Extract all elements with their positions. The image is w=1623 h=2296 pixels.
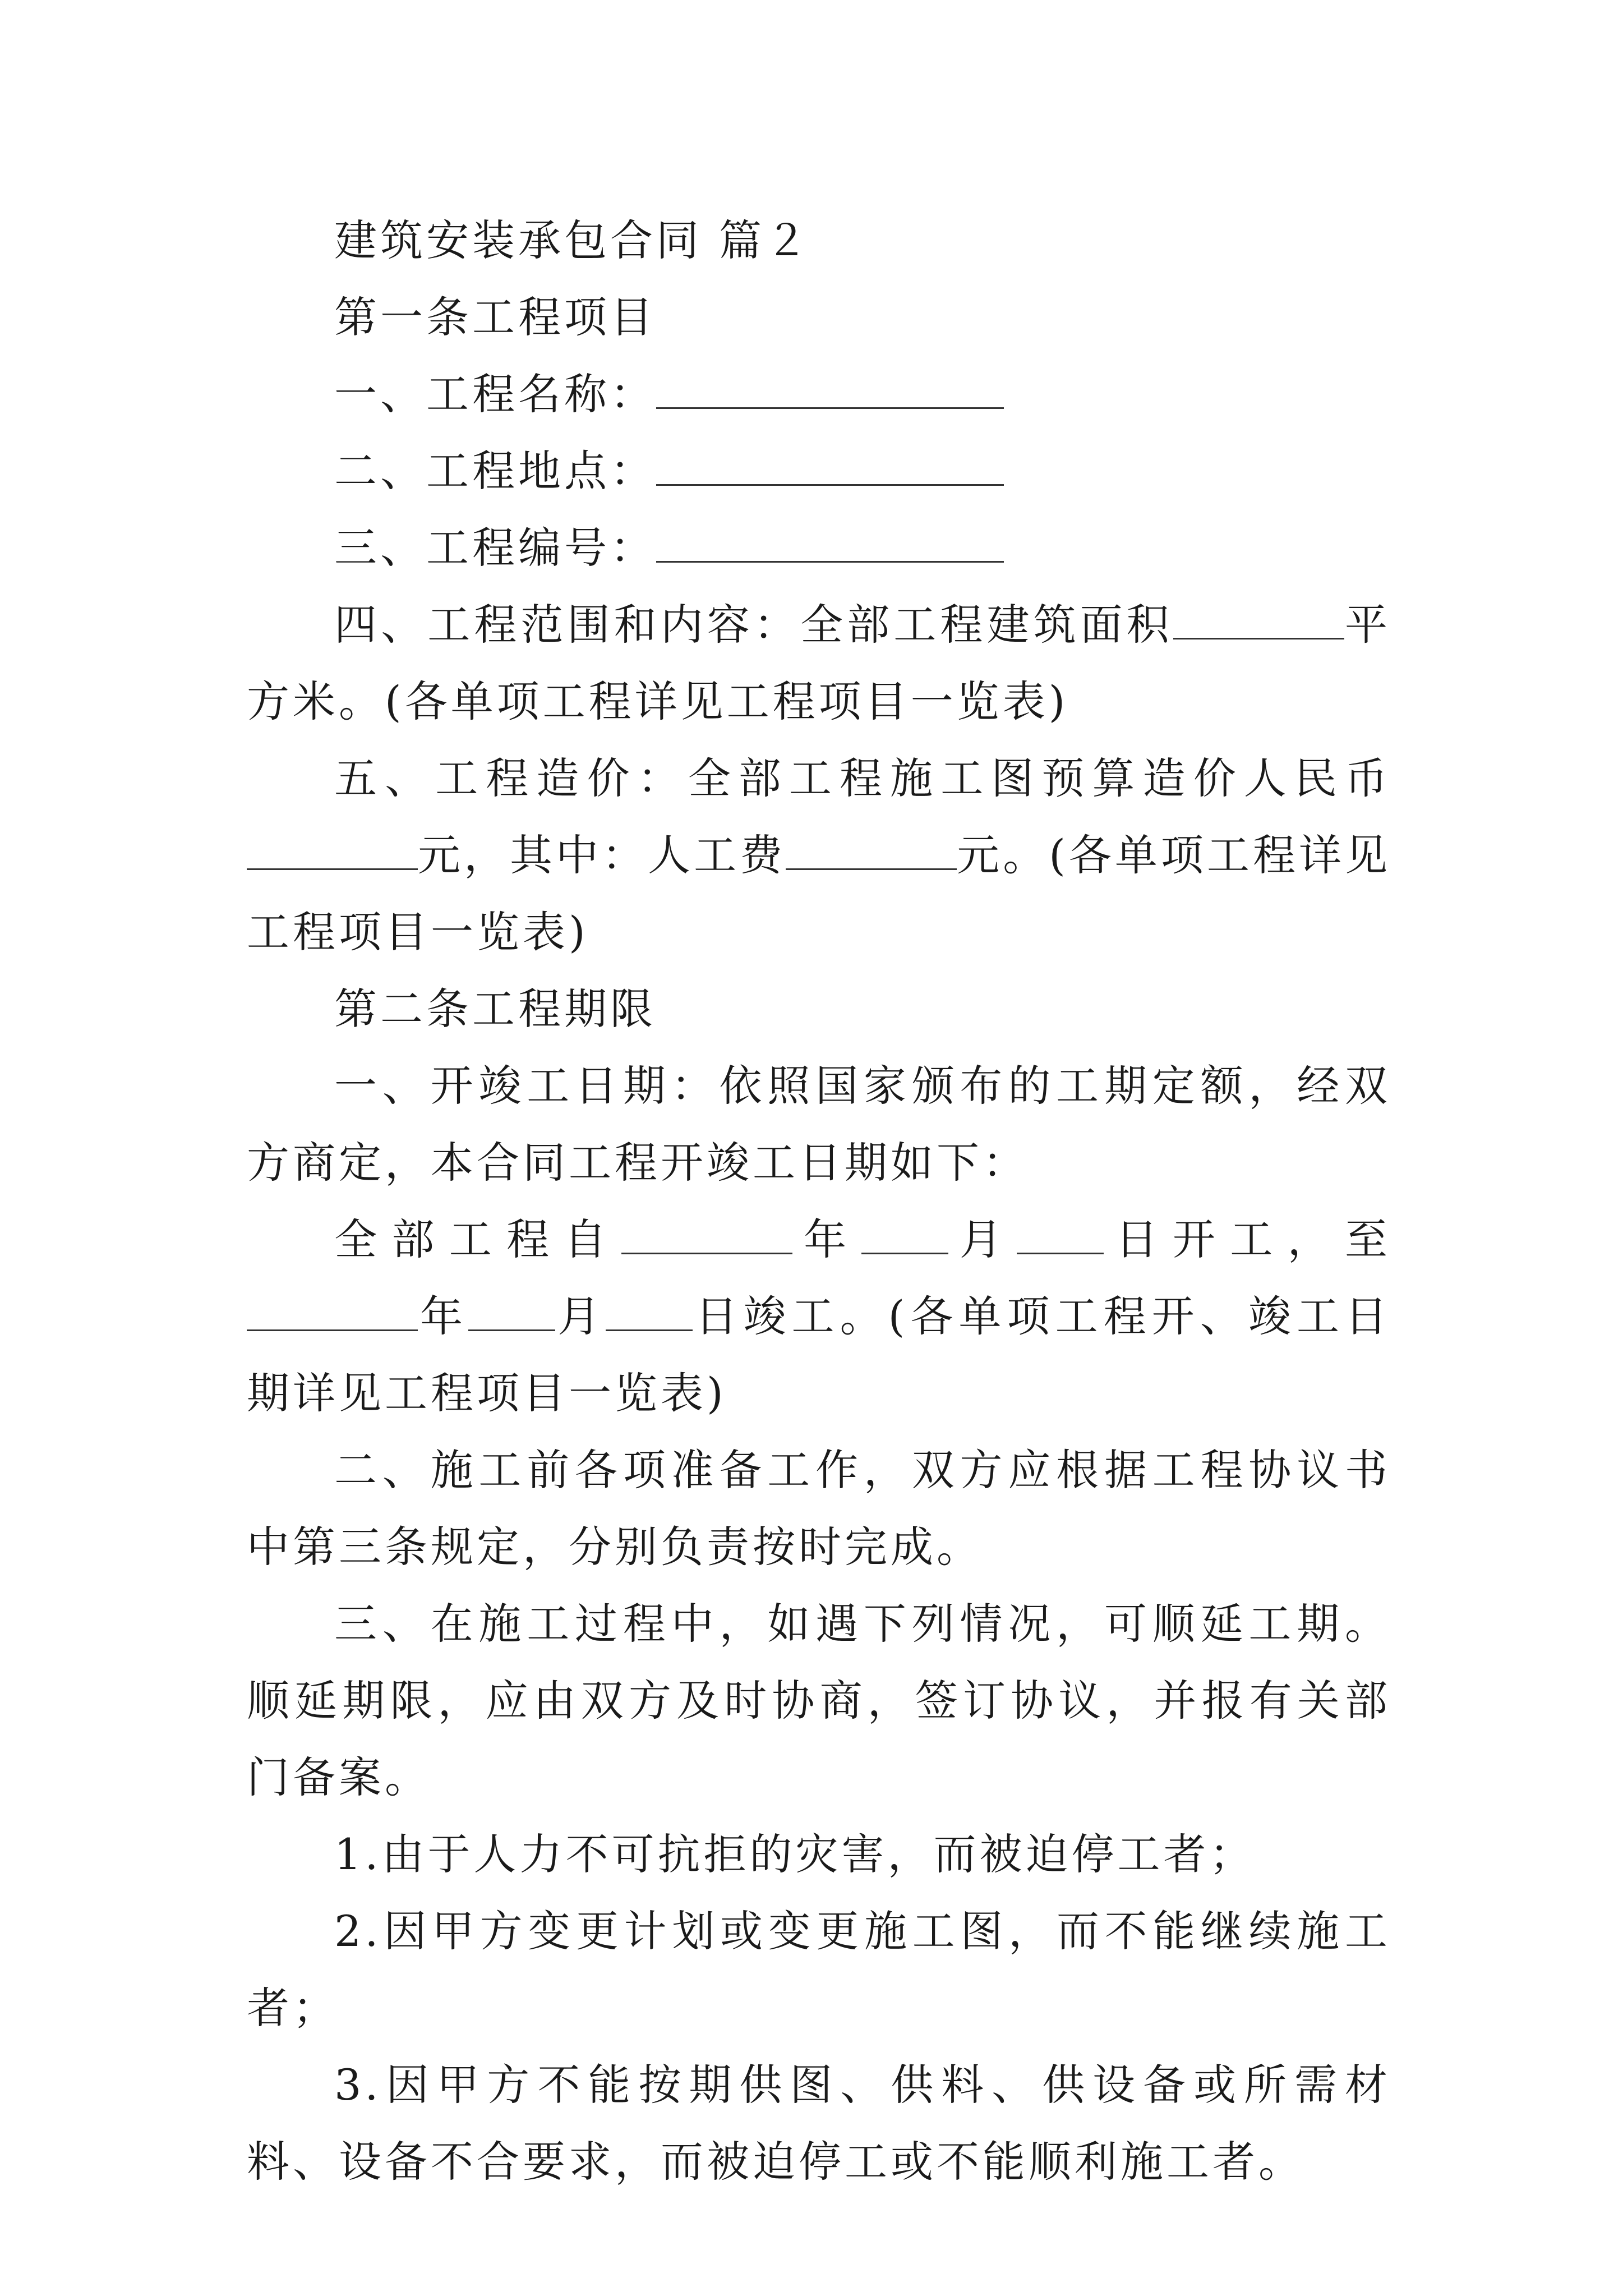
extension-case-1: 1.由于人力不可抗拒的灾害，而被迫停工者； [334,1829,1256,1879]
project-location-line [247,432,1391,509]
project-scope-text-b: 平方米。(各单项工程详见工程项目一览表) [247,600,1391,726]
project-cost-text-b: 元，其中：人工费 [418,830,786,880]
project-scope-paragraph [247,586,1391,740]
start-finish-date-paragraph: 一、开竣工日期：依照国家颁布的工期定额，经双方商定，本合同工程开竣工日期如下： [247,1061,1391,1188]
finish-month-label: 月 [555,1291,606,1341]
finish-day-blank [606,1287,693,1331]
labor-cost-blank [786,826,957,870]
finish-month-blank [468,1287,555,1331]
extension-case-2: 2.因甲方变更计划或变更施工图，而不能继续施工者； [247,1906,1391,2033]
total-cost-blank [247,826,418,870]
project-name-blank [656,365,1004,409]
document-title: 建筑安装承包合同 篇２ [334,215,811,265]
project-name-line [247,356,1391,432]
finish-year-label: 年 [418,1291,469,1341]
project-location-label: 二、工程地点： [334,446,656,496]
article1-heading: 第一条工程项目 [334,292,656,342]
project-name-label: 一、工程名称： [334,369,656,419]
start-month-label: 月 [948,1214,1017,1264]
project-number-line [247,509,1391,586]
project-location-blank [656,441,1004,486]
start-year-label: 年 [792,1214,861,1264]
schedule-text-a: 全部工程自 [334,1214,621,1264]
project-cost-text-a: 五、工程造价：全部工程施工图预算造价人民币 [334,753,1391,803]
project-number-blank [656,518,1004,563]
extension-case-3: 3.因甲方不能按期供图、供料、供设备或所需材料、设备不合要求，而被迫停工或不能顺利施工者。 [247,2060,1391,2187]
schedule-dates-paragraph [247,1201,1391,1432]
finish-day-label: 日竣工。(各单项工程开、竣工日期详见工程项目一览表) [247,1291,1391,1418]
start-year-blank [621,1210,792,1254]
project-cost-text-c: 元。(各单项工程详见工程项目一览表) [247,830,1391,957]
project-scope-text-a: 四、工程范围和内容：全部工程建筑面积 [334,600,1173,650]
article2-heading: 第二条工程期限 [334,984,656,1034]
start-day-label: 日开工，至 [1104,1214,1391,1264]
project-number-label: 三、工程编号： [334,523,656,573]
building-area-blank [1173,595,1344,639]
start-day-blank [1017,1210,1104,1254]
project-cost-paragraph [247,740,1391,970]
document-body [247,202,1391,2200]
preparation-paragraph: 二、施工前各项准备工作，双方应根据工程协议书中第三条规定，分别负责按时完成。 [247,1445,1391,1572]
finish-year-blank [247,1287,418,1331]
start-month-blank [861,1210,948,1254]
extension-paragraph: 三、在施工过程中，如遇下列情况，可顺延工期。顺延期限，应由双方及时协商，签订协议，并报有关部门备案。 [247,1599,1391,1802]
